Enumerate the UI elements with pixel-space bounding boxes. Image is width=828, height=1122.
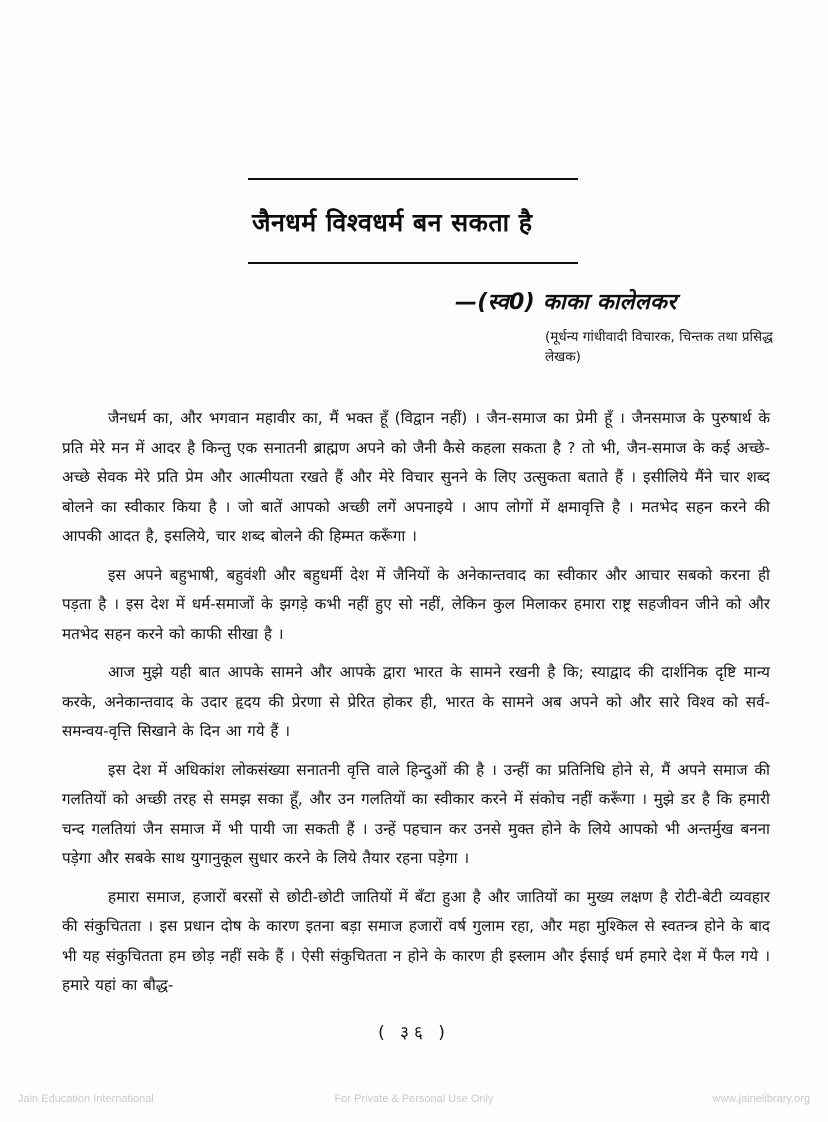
author-description: (मूर्धन्य गांधीवादी विचारक, चिन्तक तथा प्रसिद्ध लेखक) [545,329,773,365]
footer-organization: Jain Education International [18,1093,154,1105]
title-rule-top [248,178,578,180]
article-body [62,404,770,1001]
paragraph: हमारा समाज, हजारों बरसों से छोटी-छोटी जातियों में बँटा हुआ है और जातियों का मुख्य लक्षण है रोटी-बेटी व्यवहार की संकुचितता । इस प्रधान दोष के कारण इतना बड़ा समाज हजारों वर्ष गुलाम रहा, और महा मुश्किल से स्वतन्त्र होने के बाद भी यह संकुचितता हम छोड़ नहीं सके हैं । ऐसी संकुचितता न होने के कारण ही इस्लाम और ईसाई धर्म हमारे देश में फैल गये । हमारे यहां का बौद्ध- [62,887,770,994]
paragraph: जैनधर्म का, और भगवान महावीर का, मैं भक्त हूँ (विद्वान नहीं) । जैन-समाज का प्रेमी हूँ । जैनसमाज के पुरुषार्थ के प्रति मेरे मन में आदर है किन्तु एक सनातनी ब्राह्मण अपने को जैनी कैसे कहला सकता है ? तो भी, जैन-समाज के कई अच्छे-अच्छे सेवक मेरे प्रति प्रेम और आत्मीयता रखते हैं और मेरे विचार सुनने के लिए उत्सुकता बताते हैं । इसीलिये मैंने चार शब्द बोलने का स्वीकार किया है । जो बातें आपको अच्छी लगें अपनाइये । आप लोगों में क्षमावृत्ति है । मतभेद सहन करने की आपकी आदत है, इसलिये, चार शब्द बोलने की हिम्मत करूँगा । [62,409,770,545]
page-title: जैनधर्म विश्वधर्म बन सकता है [252,207,533,237]
page-footer [0,1089,828,1109]
paragraph: इस अपने बहुभाषी, बहुवंशी और बहुधर्मी देश में जैनियों के अनेकान्तवाद का स्वीकार और आचार सबको करना ही पड़ता है । इस देश में धर्म-समाजों के झगड़े कभी नहीं हुए सो नहीं, लेकिन कुल मिलाकर हमारा राष्ट्र सहजीवन जीने को और मतभेद सहन करने को काफी सीखा है । [62,565,770,643]
paragraph: आज मुझे यही बात आपके सामने और आपके द्वारा भारत के सामने रखनी है कि; स्याद्वाद की दार्शनिक दृष्टि मान्य करके, अनेकान्तवाद के उदार हृदय की प्रेरणा से प्रेरित होकर ही, भारत के सामने अब अपने को और सारे विश्व को सर्व-समन्वय-वृत्ति सिखाने के दिन आ गये हैं । [62,663,770,740]
author-name: —(स्व0) काका कालेलकर [455,290,677,315]
footer-usage-notice: For Private & Personal Use Only [334,1093,494,1105]
page-number: ( ३६ ) [378,1023,450,1043]
footer-website[interactable]: www.jainelibrary.org [712,1093,810,1105]
title-block [248,178,578,264]
paragraph: इस देश में अधिकांश लोकसंख्या सनातनी वृत्ति वाले हिन्दुओं की है । उन्हीं का प्रतिनिधि होने से, मैं अपने समाज की गलतियों को अच्छी तरह से समझ सका हूँ, और उन गलतियों का स्वीकार करने में संकोच नहीं करूँगा । मुझे डर है कि हमारी चन्द गलतियां जैन समाज में भी पायी जा सकती हैं । उन्हें पहचान कर उनसे मुक्त होने के लिये आपको भी अन्तर्मुख बनना पड़ेगा और सबके साथ युगानुकूल सुधार करने के लिये तैयार रहना पड़ेगा । [62,760,770,867]
byline [455,286,795,367]
title-rule-bottom [248,262,578,264]
